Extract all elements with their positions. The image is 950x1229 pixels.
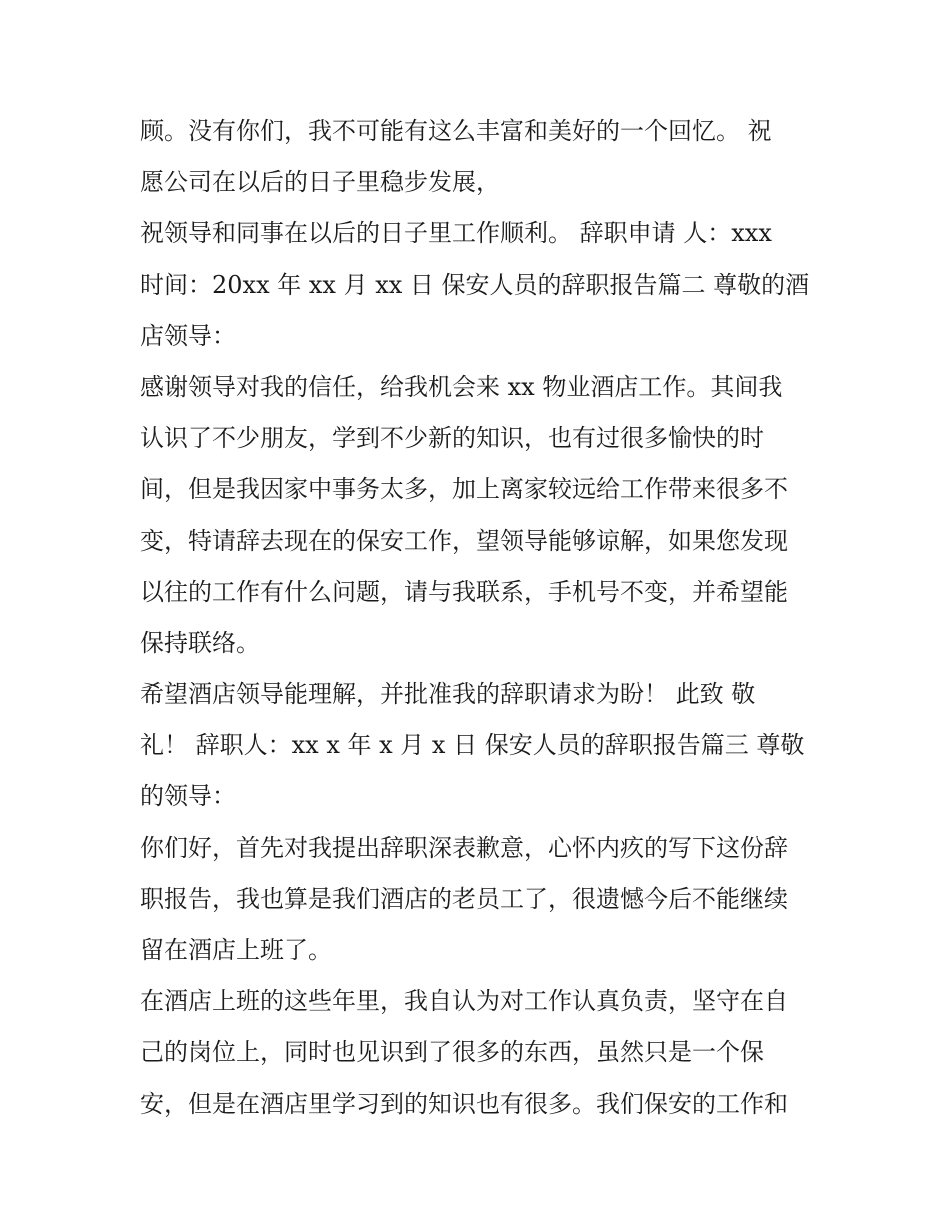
text-line: 以往的工作有什么问题，请与我联系，手机号不变，并希望能 <box>140 577 788 606</box>
text-line: 时间：20xx 年 xx 月 xx 日 保安人员的辞职报告篇二 尊敬的酒 <box>140 270 810 299</box>
text-line: 的领导： <box>140 782 236 811</box>
text-line: 祝领导和同事在以后的日子里工作顺利。 辞职申请 人：xxx <box>140 219 772 248</box>
text-line: 在酒店上班的这些年里，我自认为对工作认真负责，坚守在自 <box>140 987 788 1016</box>
text-line: 希望酒店领导能理解，并批准我的辞职请求为盼！ 此致 敬 <box>140 680 756 709</box>
text-line: 顾。没有你们，我不可能有这么丰富和美好的一个回忆。 祝 <box>140 117 772 145</box>
text-line: 职报告，我也算是我们酒店的老员工了，很遗憾今后不能继续 <box>140 884 788 913</box>
text-line: 店领导： <box>140 321 236 350</box>
text-line: 安，但是在酒店里学习到的知识也有很多。我们保安的工作和 <box>140 1089 788 1118</box>
text-line: 己的岗位上，同时也见识到了很多的东西，虽然只是一个保 <box>140 1038 764 1067</box>
text-line: 变，特请辞去现在的保安工作，望领导能够谅解，如果您发现 <box>140 526 788 555</box>
document-body <box>140 106 820 1130</box>
text-line: 认识了不少朋友，学到不少新的知识，也有过很多愉快的时 <box>140 424 764 453</box>
text-line: 感谢领导对我的信任，给我机会来 xx 物业酒店工作。其间我 <box>140 372 783 401</box>
text-line: 你们好，首先对我提出辞职深表歉意，心怀内疚的写下这份辞 <box>140 833 788 862</box>
text-line: 礼！ 辞职人：xx x 年 x 月 x 日 保安人员的辞职报告篇三 尊敬 <box>140 731 805 760</box>
text-line: 留在酒店上班了。 <box>140 936 332 964</box>
text-line: 保持联络。 <box>140 628 260 657</box>
text-line: 间，但是我因家中事务太多，加上离家较远给工作带来很多不 <box>140 475 788 504</box>
text-line: 愿公司在以后的日子里稳步发展， <box>140 168 500 197</box>
